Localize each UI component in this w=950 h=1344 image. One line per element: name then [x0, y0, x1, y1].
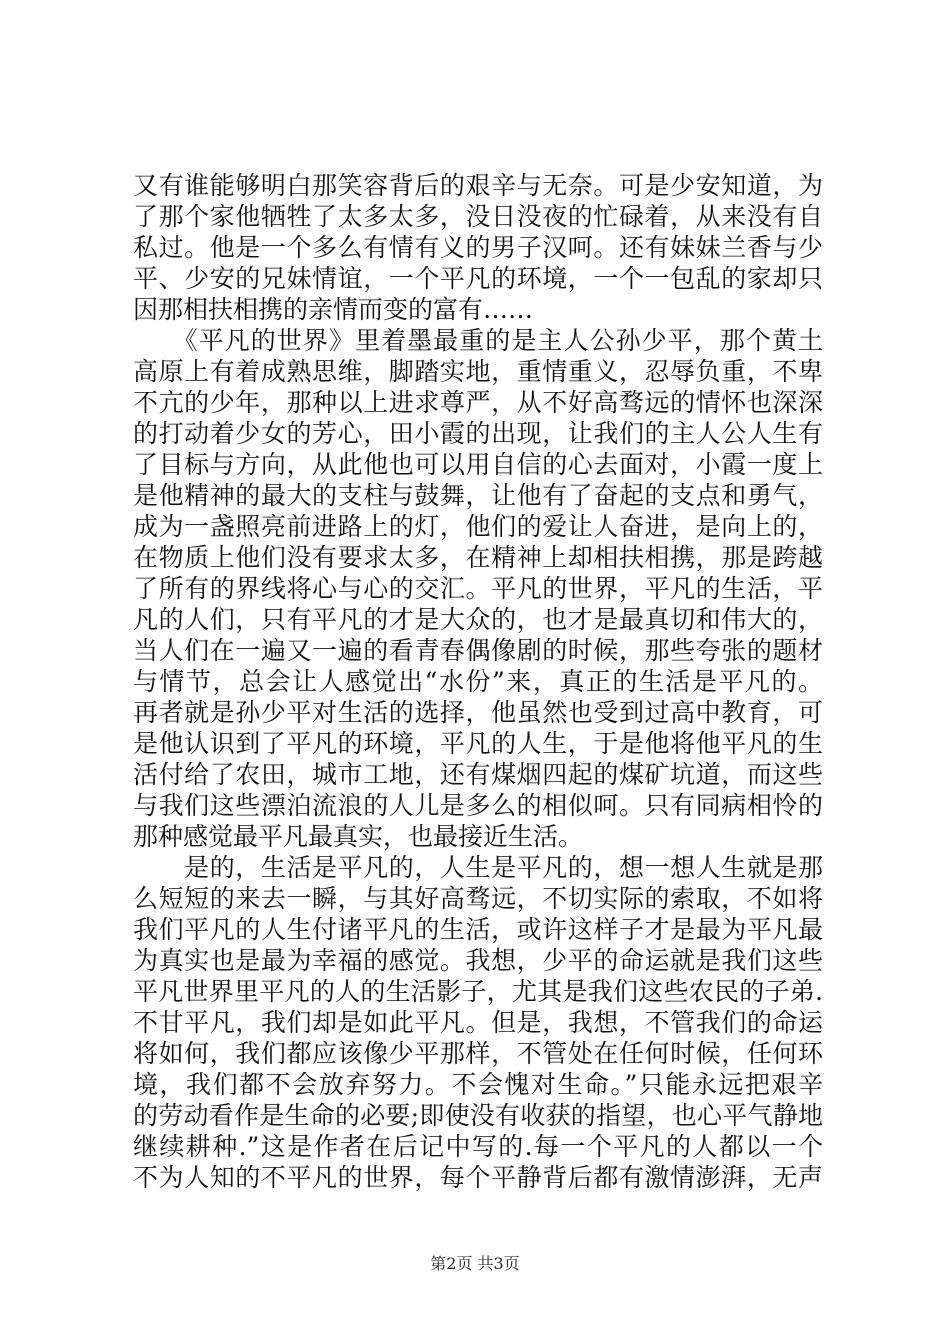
text-line: 因那相扶相携的亲情而变的富有……: [133, 295, 534, 324]
body-text: [133, 170, 823, 1193]
text-line: 成为一盏照亮前进路上的灯，他们的爱让人奋进，是向上的，: [133, 512, 823, 541]
text-line: 了那个家他牺牲了太多太多，没日没夜的忙碌着，从来没有自: [133, 202, 823, 231]
text-line: 不甘平凡，我们却是如此平凡。但是，我想，不管我们的命运: [133, 1008, 823, 1037]
text-line: 了所有的界线将心与心的交汇。平凡的世界，平凡的生活，平: [133, 574, 823, 603]
text-line: 是他认识到了平凡的环境，平凡的人生，于是他将他平凡的生: [133, 729, 823, 758]
text-line: 不为人知的不平凡的世界，每个平静背后都有激情澎湃，无声: [133, 1163, 823, 1192]
text-line: 与我们这些漂泊流浪的人儿是多么的相似呵。只有同病相怜的: [133, 791, 823, 820]
text-line: 是他精神的最大的支柱与鼓舞，让他有了奋起的支点和勇气，: [133, 481, 823, 510]
text-line: 么短短的来去一瞬，与其好高骛远，不切实际的索取，不如将: [133, 884, 823, 913]
text-line: 那种感觉最平凡最真实，也最接近生活。: [133, 822, 584, 851]
text-line: 与情节，总会让人感觉出“水份”来，真正的生活是平凡的。: [133, 667, 823, 696]
text-line: 《平凡的世界》里着墨最重的是主人公孙少平，那个黄土: [133, 326, 823, 355]
text-line: 是的，生活是平凡的，人生是平凡的，想一想人生就是那: [133, 853, 823, 882]
text-line: 又有谁能够明白那笑容背后的艰辛与无奈。可是少安知道，为: [133, 171, 823, 200]
text-line: 凡的人们，只有平凡的才是大众的，也才是最真切和伟大的，: [133, 605, 823, 634]
text-line: 的打动着少女的芳心，田小霞的出现，让我们的主人公人生有: [133, 419, 823, 448]
text-line: 我们平凡的人生付诸平凡的生活，或许这样子才是最为平凡最: [133, 915, 823, 944]
text-line: 将如何，我们都应该像少平那样，不管处在任何时候，任何环: [133, 1039, 823, 1068]
text-line: 高原上有着成熟思维，脚踏实地，重情重义，忍辱负重，不卑: [133, 357, 823, 386]
page-footer: 第2页 共3页: [430, 1254, 520, 1273]
text-line: 为真实也是最为幸福的感觉。我想，少平的命运就是我们这些: [133, 946, 823, 975]
text-line: 私过。他是一个多么有情有义的男子汉呵。还有妹妹兰香与少: [133, 233, 823, 262]
text-line: 在物质上他们没有要求太多，在精神上却相扶相携，那是跨越: [133, 543, 823, 572]
text-line: 不亢的少年，那种以上进求尊严，从不好高骛远的情怀也深深: [133, 388, 823, 417]
text-line: 活付给了农田，城市工地，还有煤烟四起的煤矿坑道，而这些: [133, 760, 823, 789]
text-line: 当人们在一遍又一遍的看青春偶像剧的时候，那些夸张的题材: [133, 636, 823, 665]
text-line: 的劳动看作是生命的必要;即使没有收获的指望，也心平气静地: [133, 1101, 823, 1130]
text-line: 继续耕种.”这是作者在后记中写的.每一个平凡的人都以一个: [133, 1132, 823, 1161]
text-line: 再者就是孙少平对生活的选择，他虽然也受到过高中教育，可: [133, 698, 823, 727]
text-line: 了目标与方向，从此他也可以用自信的心去面对，小霞一度上: [133, 450, 823, 479]
text-line: 境，我们都不会放弃努力。不会愧对生命。”只能永远把艰辛: [133, 1070, 823, 1099]
text-line: 平、少安的兄妹情谊，一个平凡的环境，一个一包乱的家却只: [133, 264, 823, 293]
text-line: 平凡世界里平凡的人的生活影子，尤其是我们这些农民的子弟.: [133, 977, 823, 1006]
